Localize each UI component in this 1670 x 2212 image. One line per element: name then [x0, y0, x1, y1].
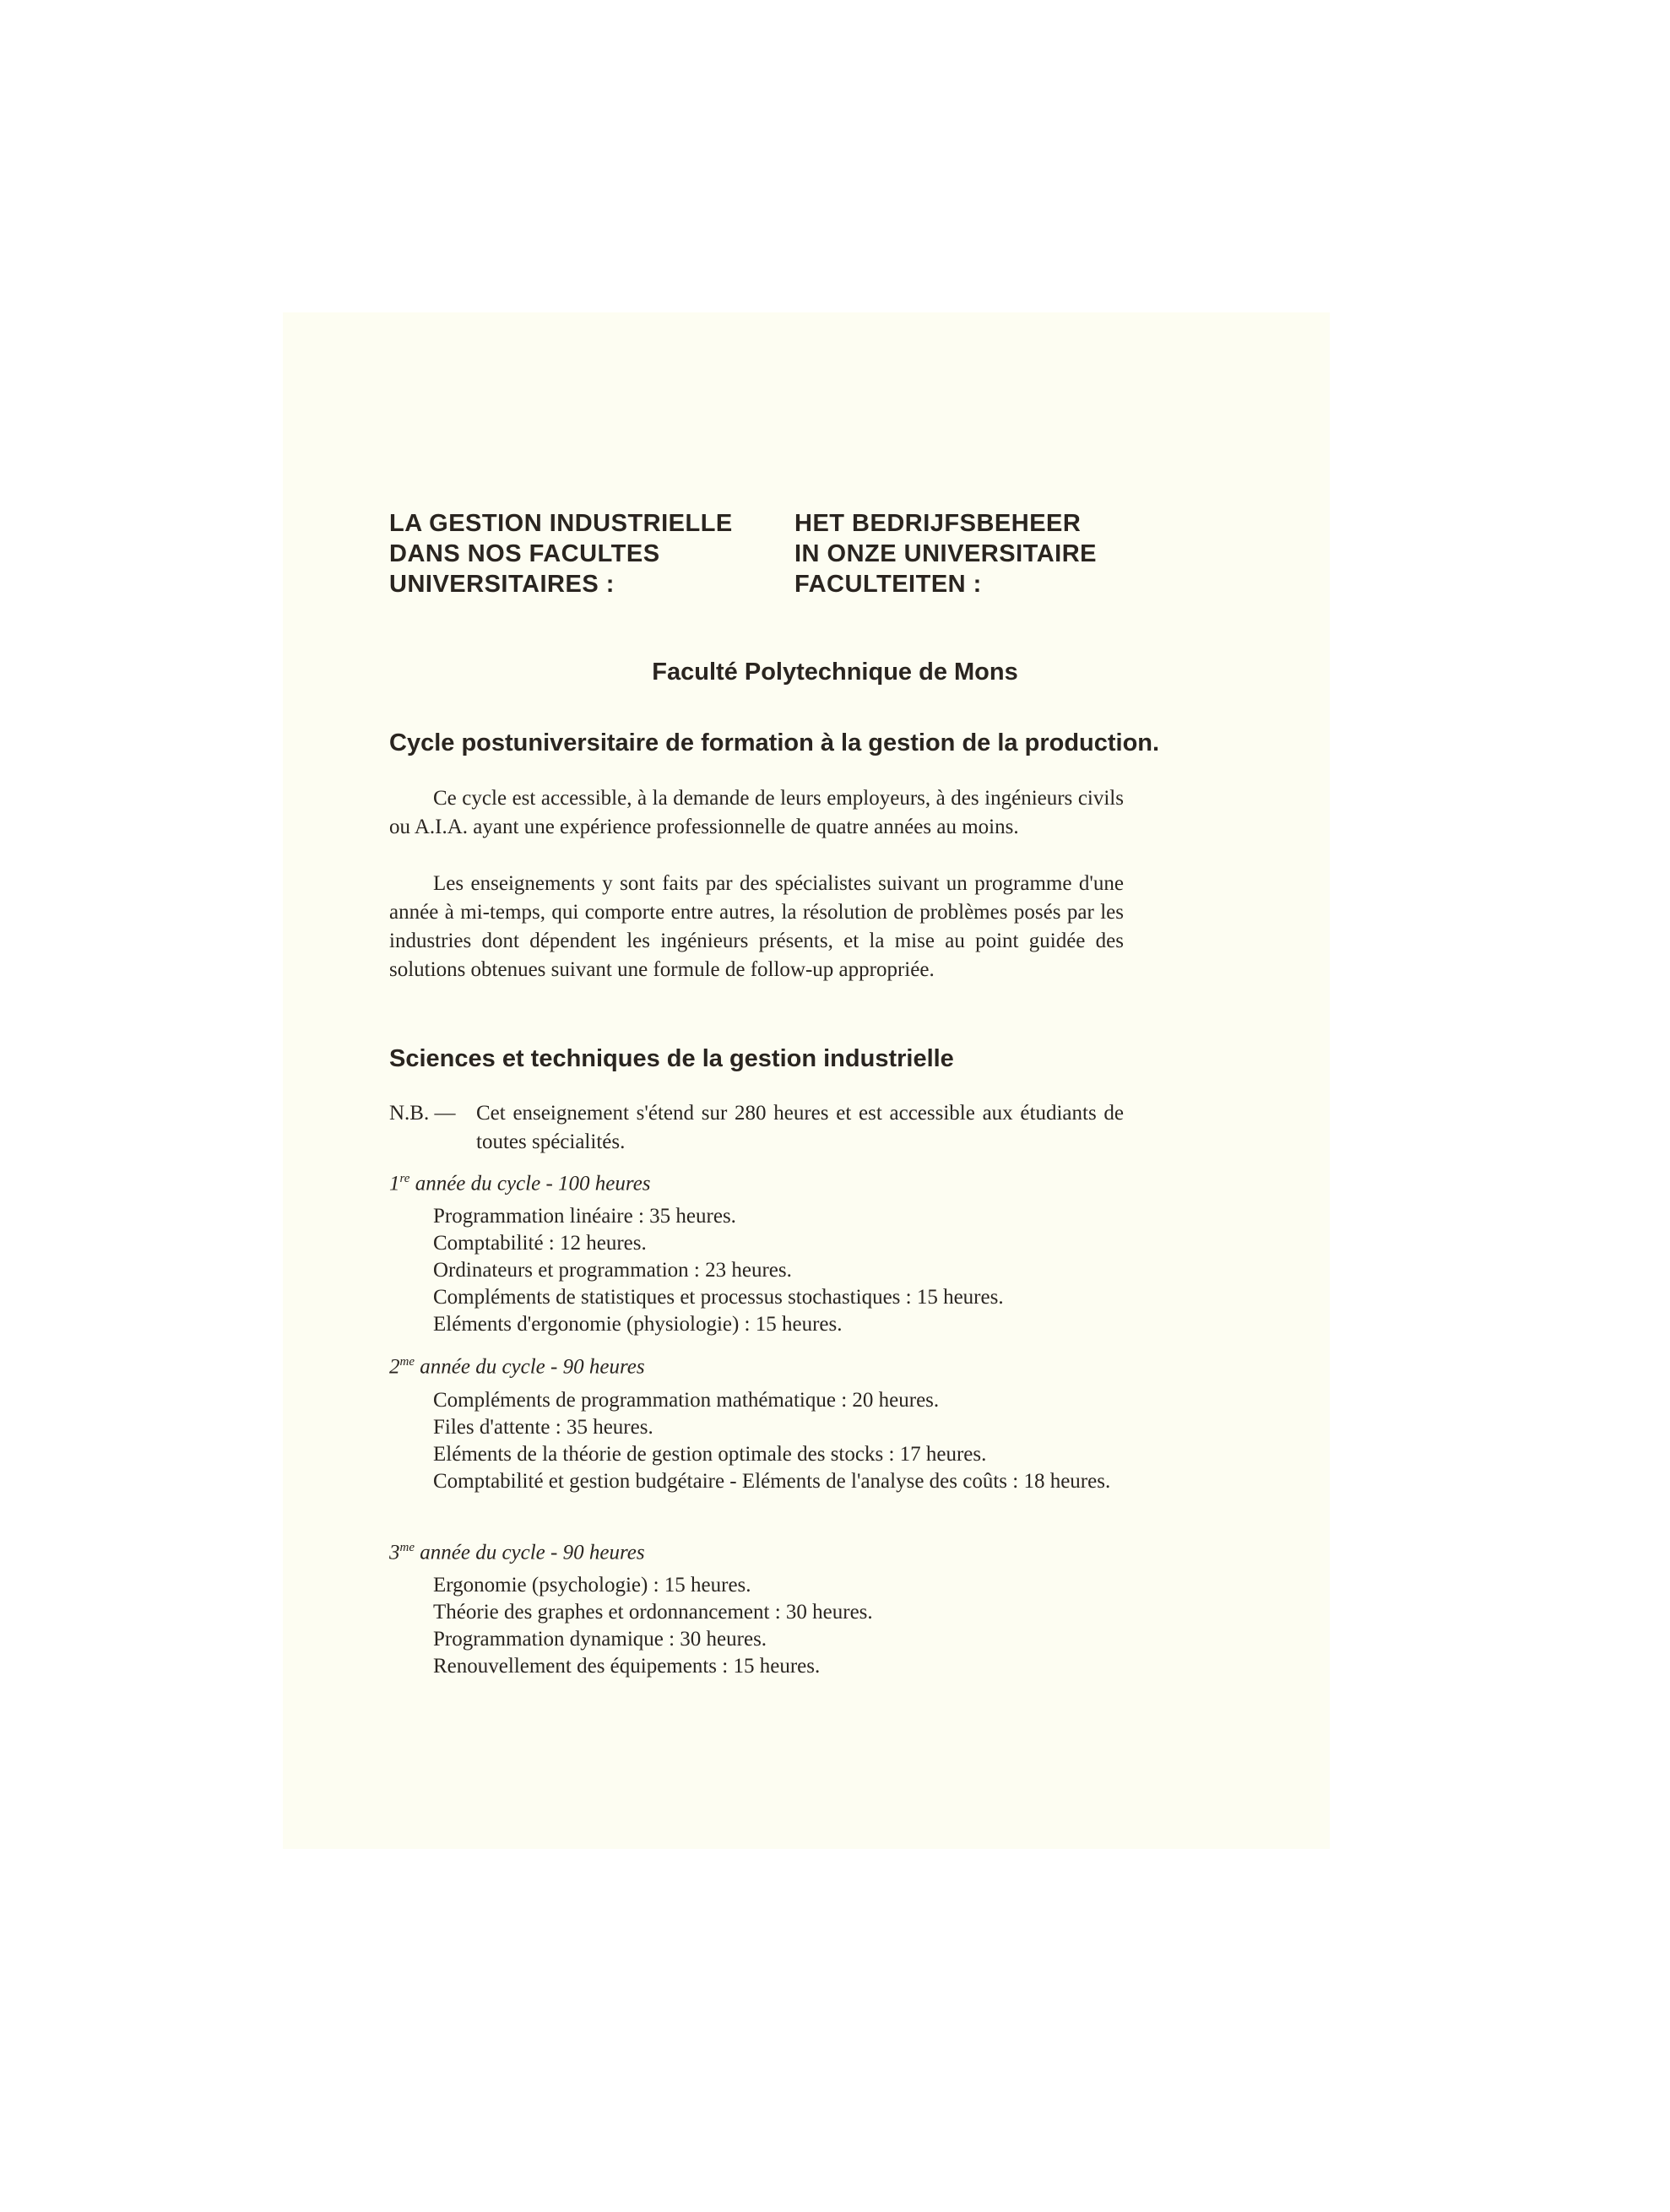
year-number: 1 — [389, 1172, 400, 1195]
year-heading — [389, 1541, 645, 1564]
faculty-title: Faculté Polytechnique de Mons — [652, 659, 1018, 686]
year-heading — [389, 1355, 645, 1379]
course-item: Programmation linéaire : 35 heures. — [433, 1205, 736, 1228]
year-3-items — [433, 1572, 1125, 1680]
course-item: Compléments de programmation mathématique : 20 heures. — [433, 1389, 940, 1412]
header-right-line: IN ONZE UNIVERSITAIRE — [794, 540, 1097, 567]
course-item: Programmation dynamique : 30 heures. — [433, 1628, 767, 1651]
year-label: année du cycle - 90 heures — [415, 1355, 645, 1379]
cycle-paragraph: Ce cycle est accessible, à la demande de leurs employeurs, à des ingénieurs civils ou A.I.A. ayant une expérience professionnelle de quatre années au moins. — [389, 787, 1124, 838]
course-item: Files d'attente : 35 heures. — [433, 1416, 653, 1439]
header-left-line: LA GESTION INDUSTRIELLE — [389, 510, 733, 537]
year-label: année du cycle - 100 heures — [409, 1172, 651, 1195]
course-item: Eléments d'ergonomie (physiologie) : 15 heures. — [433, 1313, 843, 1336]
cycle-title: Cycle postuniversitaire de formation à la gestion de la production. — [389, 729, 1160, 756]
course-item: Ordinateurs et programmation : 23 heures. — [433, 1259, 792, 1282]
year-ordinal: me — [399, 1355, 415, 1369]
nb-text: Cet enseignement s'étend sur 280 heures et est accessible aux étudiants de toutes spécialités. — [476, 1102, 1124, 1153]
nb-note — [389, 1099, 1124, 1157]
course-item: Comptabilité et gestion budgétaire - Eléments de l'analyse des coûts : 18 heures. — [433, 1470, 1111, 1493]
header-right-line: FACULTEITEN : — [794, 571, 982, 598]
sciences-title: Sciences et techniques de la gestion industrielle — [389, 1045, 954, 1072]
header-left-line: DANS NOS FACULTES — [389, 540, 660, 567]
course-item: Théorie des graphes et ordonnancement : 30 heures. — [433, 1601, 873, 1624]
course-item: Compléments de statistiques et processus stochastiques : 15 heures. — [433, 1286, 1004, 1309]
course-item: Ergonomie (psychologie) : 15 heures. — [433, 1574, 751, 1597]
header-right-line: HET BEDRIJFSBEHEER — [794, 510, 1082, 537]
header-left — [389, 508, 733, 599]
cycle-paragraph: Les enseignements y sont faits par des spécialistes suivant un programme d'une année à mi-temps, qui comporte entre autres, la résolution de problèmes posés par les industries dont dépendent les ingénieurs présents, et la mise au point guidée des solutions obtenues suivant une formule de follow-up appropriée. — [389, 872, 1124, 981]
year-2-items — [433, 1387, 1125, 1495]
year-1-items — [433, 1203, 1125, 1338]
year-label: année du cycle - 90 heures — [415, 1541, 645, 1564]
year-number: 2 — [389, 1355, 400, 1379]
course-item: Comptabilité : 12 heures. — [433, 1232, 647, 1255]
nb-label: N.B. — — [389, 1102, 456, 1125]
course-item: Renouvellement des équipements : 15 heures. — [433, 1655, 821, 1678]
year-number: 3 — [389, 1541, 400, 1564]
header-right — [794, 508, 1097, 599]
year-ordinal: re — [399, 1172, 410, 1185]
header-left-line: UNIVERSITAIRES : — [389, 571, 615, 598]
year-heading — [389, 1172, 651, 1195]
course-item: Eléments de la théorie de gestion optimale des stocks : 17 heures. — [433, 1443, 987, 1466]
year-ordinal: me — [399, 1541, 415, 1554]
